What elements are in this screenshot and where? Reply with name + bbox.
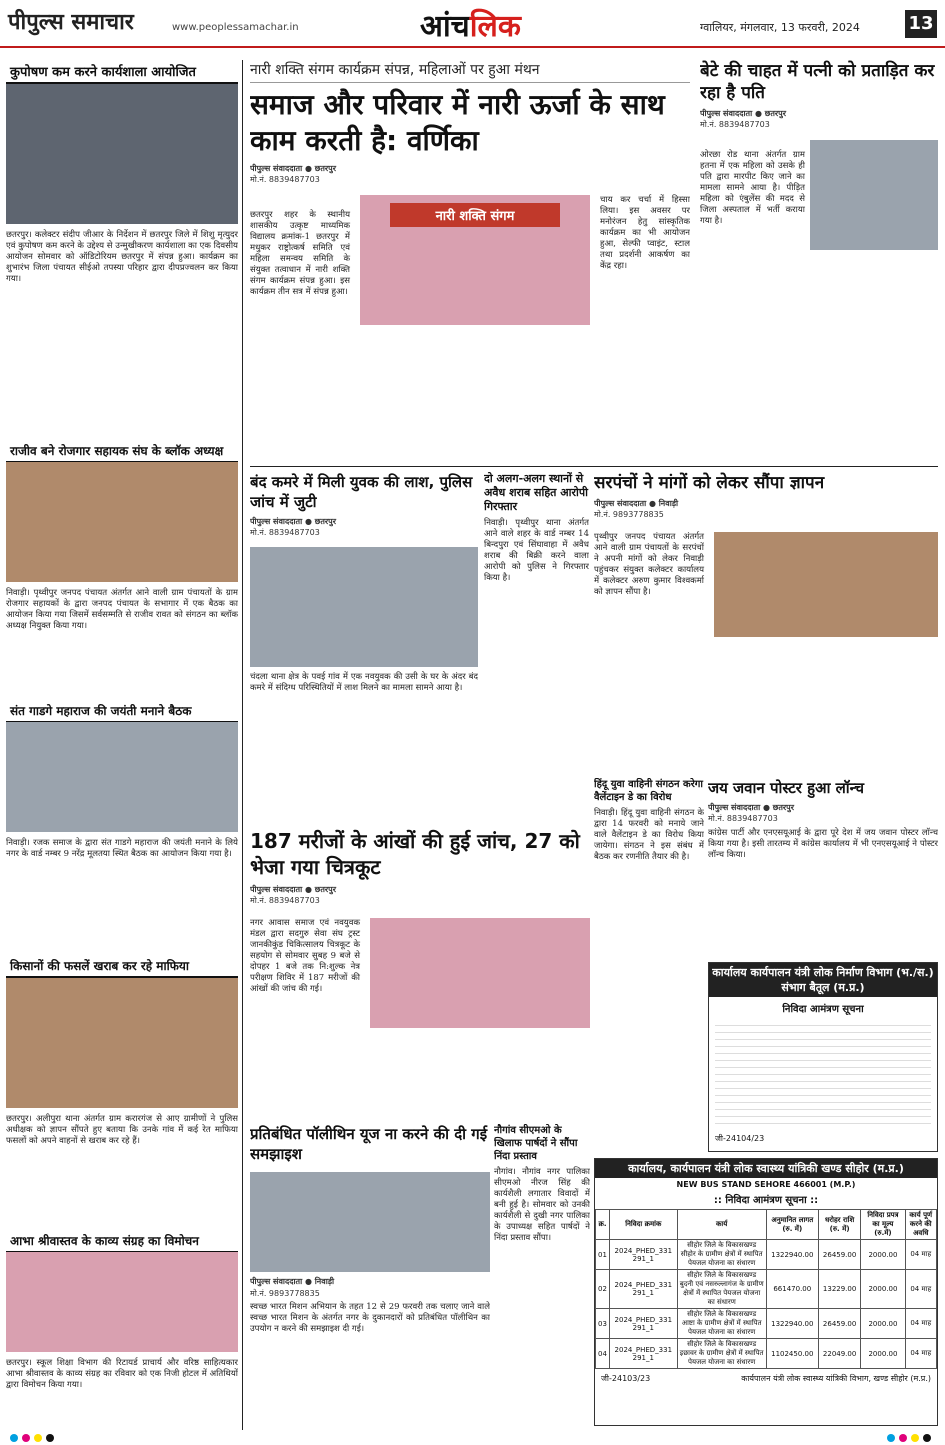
brand-logo: पीपुल्स समाचार bbox=[8, 9, 134, 35]
story-body: स्वच्छ भारत मिशन अभियान के तहत 12 से 29 फरवरी तक चलाए जाने वाले स्वच्छ भारत मिशन के अंतर्गत नगर के दुकानदारों को प्रतिबंधित पॉलीथिन का उपयोग न करने की समझाइश दी गई। bbox=[250, 1302, 490, 1334]
story-title: सरपंचों ने मांगों को लेकर सौंपा ज्ञापन bbox=[594, 473, 825, 493]
print-registration-strip bbox=[0, 1432, 945, 1445]
right-top-story bbox=[700, 60, 938, 460]
brand-url[interactable]: www.peoplessamachar.in bbox=[172, 22, 299, 33]
photo-hospital bbox=[810, 140, 938, 250]
table-header bbox=[596, 1210, 937, 1240]
cell: सीहोर जिले के विकासखण्ड आष्टा के ग्रामीण क्षेत्रों में स्थापित पेयजल योजना का संधारण bbox=[677, 1309, 766, 1339]
ad-title: कार्यालय कार्यपालन यंत्री लोक निर्माण विभाग (भ./स.) संभाग बैतूल (म.प्र.) bbox=[709, 963, 937, 997]
story-body: छतरपुर। स्कूल शिक्षा विभाग की रिटायर्ड प्राचार्य और वरिष्ठ साहित्यकार आभा श्रीवास्तव के काव्य संग्रह का रविवार को एक निजी होटल में अतिथियों द्वारा विमोचन किया गया। bbox=[6, 1358, 238, 1390]
story-body: पृथ्वीपुर जनपद पंचायत अंतर्गत आने वाली ग्राम पंचायतों के सरपंचों ने अपनी मांगों को लेकर निवाड़ी पहुंचकर संयुक्त कलेक्टर कार्यालय में कलेक्टर अरुण कुमार विश्वकर्मा को ज्ञापन सौंपा है। bbox=[594, 532, 704, 597]
table-row bbox=[596, 1270, 937, 1309]
cell: 2024_PHED_331 291_1 bbox=[609, 1270, 677, 1309]
col-header: निविदा प्रपत्र का मूल्य (रु.में) bbox=[861, 1210, 905, 1240]
lead-headline: समाज और परिवार में नारी ऊर्जा के साथ काम करती है: वर्णिका bbox=[250, 88, 665, 157]
cell: 04 माह bbox=[905, 1339, 936, 1369]
cell: 04 माह bbox=[905, 1309, 936, 1339]
story-title: बेटे की चाहत में पत्नी को प्रताड़ित कर रहा है पति bbox=[700, 61, 935, 103]
liquor-story bbox=[484, 472, 589, 822]
story-title: हिंदू युवा वाहिनी संगठन करेगा वैलेंटाइन डे का विरोध bbox=[594, 779, 704, 803]
col-header: धरोहर राशि (रु. में) bbox=[818, 1210, 860, 1240]
dateline: ग्वालियर, मंगलवार, 13 फरवरी, 2024 bbox=[700, 21, 860, 34]
story-title: जय जवान पोस्टर हुआ लॉन्च bbox=[708, 779, 864, 797]
table-row bbox=[596, 1240, 937, 1270]
column-rule bbox=[242, 60, 243, 1430]
lead-story bbox=[250, 60, 690, 480]
yellow-dot bbox=[34, 1434, 42, 1442]
photo-book bbox=[6, 1252, 238, 1352]
naugaon-story bbox=[494, 1124, 590, 1424]
ad-sign: कार्यपालन यंत्री लोक स्वास्थ्य यांत्रिकी विभाग, खण्ड सीहोर (म.प्र.) bbox=[741, 1374, 931, 1383]
cell: 13229.00 bbox=[818, 1270, 860, 1309]
cell: 1322940.00 bbox=[766, 1240, 818, 1270]
mobile-number: मो.नं. 9893778835 bbox=[250, 1289, 320, 1298]
ad-address: NEW BUS STAND SEHORE 466001 (M.P.) bbox=[676, 1180, 856, 1189]
story-body: छतरपुर। कलेक्टर संदीप जीआर के निर्देशन में छतरपुर जिले में शिशु मृत्युदर एवं कुपोषण कम करने के उद्देश्य से उन्मुखीकरण कार्यशाला का एक दिवसीय आयोजन सोमवार को ऑडिटोरियम छतरपुर में संपन्न हुआ। कार्यक्रम का शुभारंभ जिला पंचायत सीईओ तपस्या परिहार द्वारा दीपप्रज्वलन कर किया गया। bbox=[6, 230, 238, 284]
polythene-story bbox=[250, 1124, 490, 1424]
story-body: चंदला थाना क्षेत्र के पवई गांव में एक नवयुवक की उसी के घर के अंदर बंद कमरे में संदिग्ध परिस्थितियों में लाश मिलने का मामला सामने आया है। bbox=[250, 672, 478, 693]
col-header: कार्य bbox=[677, 1210, 766, 1240]
story-body: ओरछा रोड थाना अंतर्गत ग्राम हतना में एक महिला को उसके ही पति द्वारा मारपीट किए जाने का मामला सामने आया है। पीड़ित महिला को एंबुलेंस की मदद से जिला अस्पताल में भर्ती कराया गया है। bbox=[700, 150, 805, 226]
ad-notice: :: निविदा आमंत्रण सूचना :: bbox=[713, 1195, 819, 1206]
magenta-dot bbox=[22, 1434, 30, 1442]
lead-body: छतरपुर शहर के स्थानीय शासकीय उत्कृष्ट माध्यमिक विद्यालय क्रमांक-1 छतरपुर में मधुकर राष्ट्रोत्कर्ष समिति एवं महिला समन्वय समिति के संयुक्त तत्वाधान में नारी शक्ति संगम कार्यक्रम संपन्न हुआ। इस कार्यक्रम तीन सत्र में संपन्न हुआ। bbox=[250, 210, 350, 297]
lead-kicker: नारी शक्ति संगम कार्यक्रम संपन्न, महिलाओं पर हुआ मंथन bbox=[250, 60, 690, 83]
photo-farmers bbox=[6, 978, 238, 1108]
story-body: निवाड़ी। हिंदू युवा वाहिनी संगठन के द्वारा 14 फरवरी को मनाये जाने वाले वैलेंटाइन डे का विरोध किया जायेगा। संगठन ने इस संबंध में बैठक कर रणनीति तैयार की है। bbox=[594, 808, 704, 862]
page-number: 13 bbox=[905, 10, 937, 38]
section-rule bbox=[250, 466, 938, 467]
section-highlight: लिक bbox=[469, 9, 521, 44]
mobile-number: मो.नं. 8839487703 bbox=[708, 814, 778, 823]
ad-footer bbox=[601, 1373, 931, 1384]
photo-rozgar bbox=[6, 462, 238, 582]
jay-jawan-story bbox=[708, 778, 938, 958]
story-title: संत गाडगे महाराज की जयंती मनाने बैठक bbox=[6, 700, 238, 723]
col-header: निविदा क्रमांक bbox=[609, 1210, 677, 1240]
lead-body: चाय कर चर्चा में हिस्सा लिया। इस अवसर पर मनोरंजन हेतु सांस्कृतिक कार्यक्रम का भी आयोजन हुआ, सेल्फी प्वाइंट, स्टाल तथा प्रदर्शनी आकर्षण का केंद्र रहा। bbox=[600, 195, 690, 271]
body-story bbox=[250, 472, 478, 822]
col-header: कार्य पूर्ण करने की अवधि bbox=[905, 1210, 936, 1240]
story-title: नौगांव सीएमओ के खिलाफ पार्षदों ने सौंपा निंदा प्रस्ताव bbox=[494, 1125, 578, 1162]
cell: सीहोर जिले के विकासखण्ड बुदनी एवं नसरुल्लागंज के ग्रामीण क्षेत्रों में स्थापित पेयजल योजना का संधारण bbox=[677, 1270, 766, 1309]
cell: 2000.00 bbox=[861, 1309, 905, 1339]
table-row bbox=[596, 1339, 937, 1369]
cell: 26459.00 bbox=[818, 1309, 860, 1339]
photo-polythene bbox=[250, 1172, 490, 1272]
table-row bbox=[596, 1309, 937, 1339]
cyan-dot bbox=[887, 1434, 895, 1442]
cell: 22049.00 bbox=[818, 1339, 860, 1369]
story-body: निवाड़ी। पृथ्वीपुर जनपद पंचायत अंतर्गत आने वाली ग्राम पंचायतों के ग्राम रोजगार सहायकों के द्वारा जनपद पंचायत के सभागार में एक बैठक का आयोजन किया गया जिसमें सर्वसम्मति से राजीव रावत को संगठन का ब्लॉक अध्यक्ष नियुक्त किया गया। bbox=[6, 588, 238, 631]
mobile-number: मो.नं. 9893778835 bbox=[594, 510, 664, 519]
section-logo bbox=[420, 4, 521, 45]
story-body: निवाड़ी। पृथ्वीपुर थाना अंतर्गत आने वाले शहर के वार्ड नम्बर 14 बिन्दपुरा एवं सिंघावाहा में अवैध शराब की बिक्री करने वाला आरोपी को पुलिस ने गिरफ्तार किया है। bbox=[484, 518, 589, 583]
tender-ad-betul bbox=[708, 962, 938, 1152]
col-header: क्र. bbox=[596, 1210, 610, 1240]
hindu-yuva-story bbox=[594, 778, 704, 1098]
ad-ref: जी-24104/23 bbox=[715, 1134, 765, 1143]
byline: पीपुल्स संवाददाता ● छतरपुर bbox=[700, 109, 786, 118]
story-body: छतरपुर। अलीपुरा थाना अंतर्गत ग्राम करारगंज से आए ग्रामीणों ने पुलिस अधीक्षक को ज्ञापन सौंपते हुए बताया कि उनके गांव में कई रेत माफिया फसलों को अपने वाहनों से खराब कर रहे हैं। bbox=[6, 1114, 238, 1146]
cell: 2024_PHED_331 291_1 bbox=[609, 1339, 677, 1369]
cell: 04 माह bbox=[905, 1270, 936, 1309]
cell: सीहोर जिले के विकासखण्ड सीहोर के ग्रामीण क्षेत्रों में स्थापित पेयजल योजना का संधारण bbox=[677, 1240, 766, 1270]
cell: 04 bbox=[596, 1339, 610, 1369]
cell: 2000.00 bbox=[861, 1339, 905, 1369]
ad-fineprint bbox=[715, 1019, 931, 1129]
cell: 1322940.00 bbox=[766, 1309, 818, 1339]
cell: 2000.00 bbox=[861, 1240, 905, 1270]
ad-ref: जी-24103/23 bbox=[601, 1374, 651, 1383]
byline: पीपुल्स संवाददाता ● छतरपुर bbox=[250, 164, 336, 173]
cell: 26459.00 bbox=[818, 1240, 860, 1270]
story-title: दो अलग-अलग स्थानों से अवैध शराब सहित आरोपी गिरफ्तार bbox=[484, 472, 588, 513]
mobile-number: मो.नं. 8839487703 bbox=[250, 896, 320, 905]
byline: पीपुल्स संवाददाता ● छतरपुर bbox=[250, 517, 336, 526]
masthead bbox=[0, 0, 945, 48]
story-title: कुपोषण कम करने कार्यशाला आयोजित bbox=[6, 60, 238, 84]
mobile-number: मो.नं. 8839487703 bbox=[700, 120, 770, 129]
cell: 2000.00 bbox=[861, 1270, 905, 1309]
sarpanch-story bbox=[594, 472, 938, 772]
cell: 2024_PHED_331 291_1 bbox=[609, 1309, 677, 1339]
byline: पीपुल्स संवाददाता ● निवाड़ी bbox=[594, 499, 679, 508]
black-dot bbox=[46, 1434, 54, 1442]
mobile-number: मो.नं. 8839487703 bbox=[250, 528, 320, 537]
cell: 2024_PHED_331 291_1 bbox=[609, 1240, 677, 1270]
story-body: कांग्रेस पार्टी और एनएसयूआई के द्वारा पूरे देश में जय जवान पोस्टर लॉन्च किया गया है। इसी तारतम्य में कांग्रेस कार्यालय में भी एनएसयूआई ने पोस्टर लॉन्च किया। bbox=[708, 828, 938, 860]
section-prefix: आंच bbox=[420, 9, 470, 44]
cell: सीहोर जिले के विकासखण्ड इछावर के ग्रामीण क्षेत्रों में स्थापित पेयजल योजना का संधारण bbox=[677, 1339, 766, 1369]
cell: 661470.00 bbox=[766, 1270, 818, 1309]
cell: 01 bbox=[596, 1240, 610, 1270]
story-title: राजीव बने रोजगार सहायक संघ के ब्लॉक अध्यक्ष bbox=[6, 440, 238, 463]
byline: पीपुल्स संवाददाता ● निवाड़ी bbox=[250, 1277, 335, 1286]
tender-table bbox=[595, 1209, 937, 1369]
left-column bbox=[6, 60, 238, 1430]
tender-ad-sehore bbox=[594, 1158, 938, 1426]
magenta-dot bbox=[899, 1434, 907, 1442]
story-title: प्रतिबंधित पॉलीथिन यूज ना करने की दी गई समझाइश bbox=[250, 1125, 488, 1163]
col-header: अनुमानित लागत (रु. में) bbox=[766, 1210, 818, 1240]
story-title: किसानों की फसलें खराब कर रहे माफिया bbox=[6, 955, 238, 978]
ad-subtitle: निविदा आमंत्रण सूचना bbox=[782, 1004, 864, 1015]
photo-sarpanch bbox=[714, 532, 938, 637]
byline: पीपुल्स संवाददाता ● छतरपुर bbox=[250, 885, 336, 894]
story-title: 187 मरीजों के आंखों की हुई जांच, 27 को भेजा गया चित्रकूट bbox=[250, 829, 580, 879]
cell: 04 माह bbox=[905, 1240, 936, 1270]
cell: 1102450.00 bbox=[766, 1339, 818, 1369]
eye-camp-story bbox=[250, 828, 590, 1118]
ad-title: कार्यालय, कार्यपालन यंत्री लोक स्वास्थ्य यांत्रिकी खण्ड सीहोर (म.प्र.) bbox=[595, 1159, 937, 1178]
photo-police bbox=[250, 547, 478, 667]
photo-workshop bbox=[6, 84, 238, 224]
photo-gadge bbox=[6, 722, 238, 832]
story-body: नौगांव। नौगांव नगर पालिका सीएमओ नीरज सिंह की कार्यशैली लगातार विवादों में बनी हुई है। सोमवार को उनकी कार्यशैली से दुखी नगर पालिका के उपाध्यक्ष सहित पार्षदों ने निंदा प्रस्ताव सौंपा। bbox=[494, 1167, 590, 1243]
photo-eye-camp bbox=[370, 918, 590, 1028]
byline: पीपुल्स संवाददाता ● छतरपुर bbox=[708, 803, 794, 812]
story-title: आभा श्रीवास्तव के काव्य संग्रह का विमोचन bbox=[6, 1230, 238, 1253]
story-title: बंद कमरे में मिली युवक की लाश, पुलिस जांच में जुटी bbox=[250, 473, 473, 511]
yellow-dot bbox=[911, 1434, 919, 1442]
cyan-dot bbox=[10, 1434, 18, 1442]
mobile-number: मो.नं. 8839487703 bbox=[250, 175, 320, 184]
story-body: निवाड़ी। रजक समाज के द्वारा संत गाडगे महाराज की जयंती मनाने के लिये नगर के वार्ड नम्बर 9 नरेंद्र मूलतया स्थित बैठक का आयोजन किया गया है। bbox=[6, 838, 238, 859]
cell: 03 bbox=[596, 1309, 610, 1339]
cell: 02 bbox=[596, 1270, 610, 1309]
black-dot bbox=[923, 1434, 931, 1442]
story-body: नगर आवास समाज एवं नवयुवक मंडल द्वारा सदगुरु सेवा संघ ट्रस्ट जानकीकुंड चिकित्सालय चित्रकूट के सहयोग से सोमवार सुबह 9 बजे से दोपहर 1 बजे तक नि:शुल्क नेत्र परीक्षण शिविर में 187 मरीजों की आंखों की जांच की गई। bbox=[250, 918, 360, 994]
photo-banner: नारी शक्ति संगम bbox=[390, 203, 560, 227]
photo-nari-shakti bbox=[360, 195, 590, 325]
